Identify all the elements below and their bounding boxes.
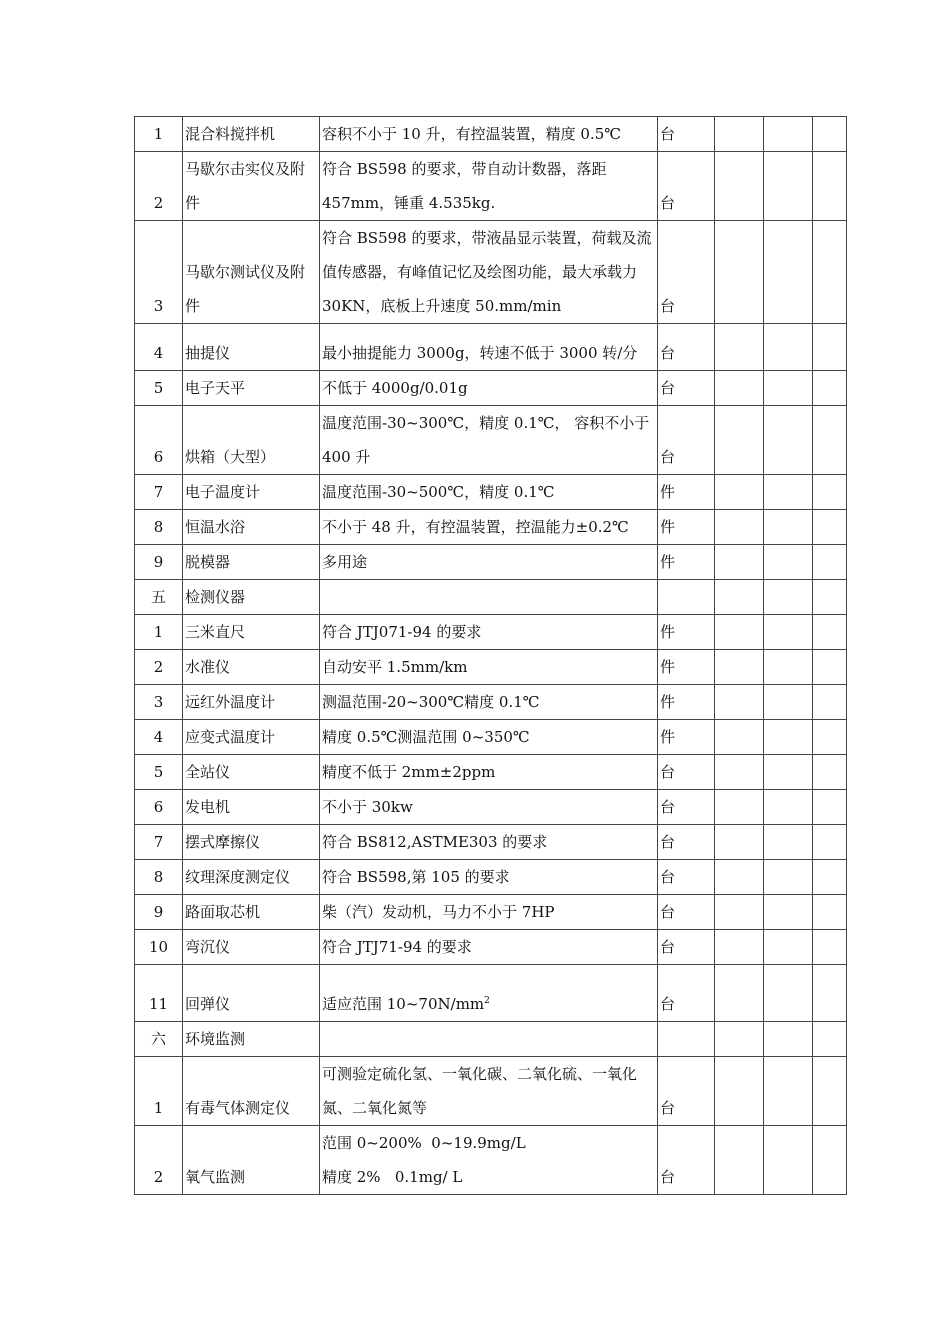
row-number: 1 [135,1057,183,1126]
item-name: 三米直尺 [183,615,320,650]
empty-cell [813,371,847,406]
empty-cell [715,755,764,790]
empty-cell [764,406,813,475]
row-number: 1 [135,117,183,152]
row-number: 9 [135,895,183,930]
row-number: 11 [135,965,183,1022]
empty-cell [813,860,847,895]
item-spec [320,1126,658,1195]
item-spec: 不小于 48 升，有控温装置，控温能力±0.2℃ [320,510,658,545]
item-spec: 符合 BS598 的要求，带自动计数器，落距 457mm，锤重 4.535kg. [320,152,658,221]
item-unit: 台 [658,1126,715,1195]
row-number: 5 [135,755,183,790]
table-row [135,755,847,790]
item-unit: 台 [658,406,715,475]
table-row [135,117,847,152]
item-spec: 精度 0.5℃测温范围 0~350℃ [320,720,658,755]
section-title: 环境监测 [183,1022,320,1057]
empty-cell [715,580,764,615]
empty-cell [813,615,847,650]
empty-cell [715,685,764,720]
item-unit: 台 [658,117,715,152]
empty-cell [813,152,847,221]
item-spec: 精度不低于 2mm±2ppm [320,755,658,790]
item-unit: 台 [658,825,715,860]
empty-cell [715,221,764,324]
item-name: 恒温水浴 [183,510,320,545]
row-number: 1 [135,615,183,650]
row-number: 5 [135,371,183,406]
table-row [135,510,847,545]
item-unit: 件 [658,720,715,755]
item-name: 混合料搅拌机 [183,117,320,152]
empty-cell [813,221,847,324]
table-row [135,152,847,221]
item-unit: 件 [658,650,715,685]
empty-cell [813,685,847,720]
empty-cell [715,825,764,860]
item-unit: 件 [658,545,715,580]
empty-cell [813,545,847,580]
item-name: 摆式摩擦仪 [183,825,320,860]
item-spec: 温度范围-30~300℃，精度 0.1℃， 容积不小于 400 升 [320,406,658,475]
empty-cell [764,324,813,371]
table-row [135,930,847,965]
empty-cell [715,324,764,371]
empty-cell [715,895,764,930]
empty-cell [715,475,764,510]
table-row [135,545,847,580]
item-spec: 容积不小于 10 升，有控温装置，精度 0.5℃ [320,117,658,152]
empty-cell [813,1126,847,1195]
row-number: 4 [135,324,183,371]
row-number: 2 [135,152,183,221]
row-number: 6 [135,790,183,825]
table-row [135,965,847,1022]
empty-cell [764,860,813,895]
item-spec: 可测验定硫化氢、一氧化碳、二氧化硫、一氧化氮、二氧化氮等 [320,1057,658,1126]
item-unit: 台 [658,965,715,1022]
item-unit: 台 [658,860,715,895]
item-spec: 符合 BS598,第 105 的要求 [320,860,658,895]
table-row [135,615,847,650]
section-row [135,1022,847,1057]
item-unit: 台 [658,790,715,825]
empty-cell [715,1126,764,1195]
item-spec [320,580,658,615]
equipment-table [134,116,847,1195]
empty-cell [715,117,764,152]
item-spec: 柴（汽）发动机，马力不小于 7HP [320,895,658,930]
item-name: 回弹仪 [183,965,320,1022]
empty-cell [764,720,813,755]
row-number: 9 [135,545,183,580]
empty-cell [715,615,764,650]
item-unit [658,1022,715,1057]
empty-cell [813,895,847,930]
item-name: 电子天平 [183,371,320,406]
row-number: 2 [135,1126,183,1195]
item-name: 全站仪 [183,755,320,790]
item-name: 烘箱（大型） [183,406,320,475]
empty-cell [764,895,813,930]
row-number: 7 [135,475,183,510]
empty-cell [813,1057,847,1126]
item-unit: 台 [658,221,715,324]
empty-cell [813,825,847,860]
row-number: 3 [135,221,183,324]
item-spec: 符合 JTJ71-94 的要求 [320,930,658,965]
item-spec [320,965,658,1022]
table-row [135,790,847,825]
item-unit: 台 [658,152,715,221]
item-unit: 台 [658,1057,715,1126]
item-spec: 不小于 30kw [320,790,658,825]
empty-cell [764,221,813,324]
item-spec: 自动安平 1.5mm/km [320,650,658,685]
spec-line: 精度 2% 0.1mg/ L [322,1168,463,1186]
table-row [135,650,847,685]
item-spec: 多用途 [320,545,658,580]
item-name: 有毒气体测定仪 [183,1057,320,1126]
empty-cell [764,965,813,1022]
empty-cell [813,965,847,1022]
empty-cell [764,1126,813,1195]
item-spec: 符合 BS812,ASTME303 的要求 [320,825,658,860]
item-name: 马歇尔测试仪及附件 [183,221,320,324]
empty-cell [764,545,813,580]
empty-cell [715,1022,764,1057]
table-row [135,406,847,475]
empty-cell [764,117,813,152]
empty-cell [813,790,847,825]
empty-cell [764,475,813,510]
empty-cell [813,930,847,965]
empty-cell [715,930,764,965]
item-unit: 件 [658,510,715,545]
empty-cell [715,965,764,1022]
table-row [135,324,847,371]
section-title: 检测仪器 [183,580,320,615]
empty-cell [715,720,764,755]
item-name: 马歇尔击实仪及附件 [183,152,320,221]
item-unit: 件 [658,685,715,720]
row-number: 10 [135,930,183,965]
empty-cell [764,615,813,650]
item-spec: 测温范围-20~300℃精度 0.1℃ [320,685,658,720]
item-spec: 不低于 4000g/0.01g [320,371,658,406]
row-number: 3 [135,685,183,720]
empty-cell [813,510,847,545]
empty-cell [764,930,813,965]
empty-cell [813,1022,847,1057]
empty-cell [813,324,847,371]
item-name: 脱模器 [183,545,320,580]
empty-cell [813,580,847,615]
spec-text: 适应范围 10~70N/mm [322,995,485,1013]
item-unit: 台 [658,755,715,790]
empty-cell [764,580,813,615]
empty-cell [813,755,847,790]
item-unit: 台 [658,371,715,406]
empty-cell [764,685,813,720]
empty-cell [715,545,764,580]
table-row [135,685,847,720]
item-name: 应变式温度计 [183,720,320,755]
row-number: 8 [135,860,183,895]
empty-cell [764,371,813,406]
item-name: 弯沉仪 [183,930,320,965]
empty-cell [764,1022,813,1057]
empty-cell [715,650,764,685]
empty-cell [813,475,847,510]
item-unit: 台 [658,895,715,930]
empty-cell [715,510,764,545]
table-row [135,371,847,406]
row-number: 4 [135,720,183,755]
spec-line: 范围 0~200% 0~19.9mg/L [322,1134,526,1152]
table-row [135,1057,847,1126]
section-row [135,580,847,615]
item-name: 纹理深度测定仪 [183,860,320,895]
table-row [135,895,847,930]
empty-cell [764,510,813,545]
empty-cell [764,755,813,790]
item-name: 抽提仪 [183,324,320,371]
item-name: 发电机 [183,790,320,825]
empty-cell [715,790,764,825]
item-unit: 台 [658,324,715,371]
row-number: 6 [135,406,183,475]
empty-cell [764,1057,813,1126]
empty-cell [813,720,847,755]
table-row [135,860,847,895]
empty-cell [813,117,847,152]
empty-cell [715,152,764,221]
section-number: 六 [135,1022,183,1057]
empty-cell [715,860,764,895]
empty-cell [764,152,813,221]
item-unit: 件 [658,475,715,510]
item-spec: 温度范围-30~500℃，精度 0.1℃ [320,475,658,510]
item-spec: 符合 BS598 的要求，带液晶显示装置，荷载及流值传感器，有峰值记忆及绘图功能，最大承载力 30KN，底板上升速度 50.mm/min [320,221,658,324]
empty-cell [813,650,847,685]
item-name: 水准仪 [183,650,320,685]
table-row [135,720,847,755]
table-row [135,825,847,860]
item-name: 远红外温度计 [183,685,320,720]
table-row [135,221,847,324]
item-name: 电子温度计 [183,475,320,510]
section-number: 五 [135,580,183,615]
row-number: 7 [135,825,183,860]
table-row [135,475,847,510]
item-spec [320,1022,658,1057]
item-unit [658,580,715,615]
item-unit: 件 [658,615,715,650]
row-number: 8 [135,510,183,545]
table-row [135,1126,847,1195]
empty-cell [764,825,813,860]
empty-cell [715,406,764,475]
empty-cell [715,371,764,406]
item-spec: 最小抽提能力 3000g，转速不低于 3000 转/分 [320,324,658,371]
item-unit: 台 [658,930,715,965]
superscript: 2 [484,996,490,1006]
empty-cell [715,1057,764,1126]
item-spec: 符合 JTJ071-94 的要求 [320,615,658,650]
empty-cell [764,790,813,825]
row-number: 2 [135,650,183,685]
empty-cell [813,406,847,475]
item-name: 氧气监测 [183,1126,320,1195]
empty-cell [764,650,813,685]
item-name: 路面取芯机 [183,895,320,930]
